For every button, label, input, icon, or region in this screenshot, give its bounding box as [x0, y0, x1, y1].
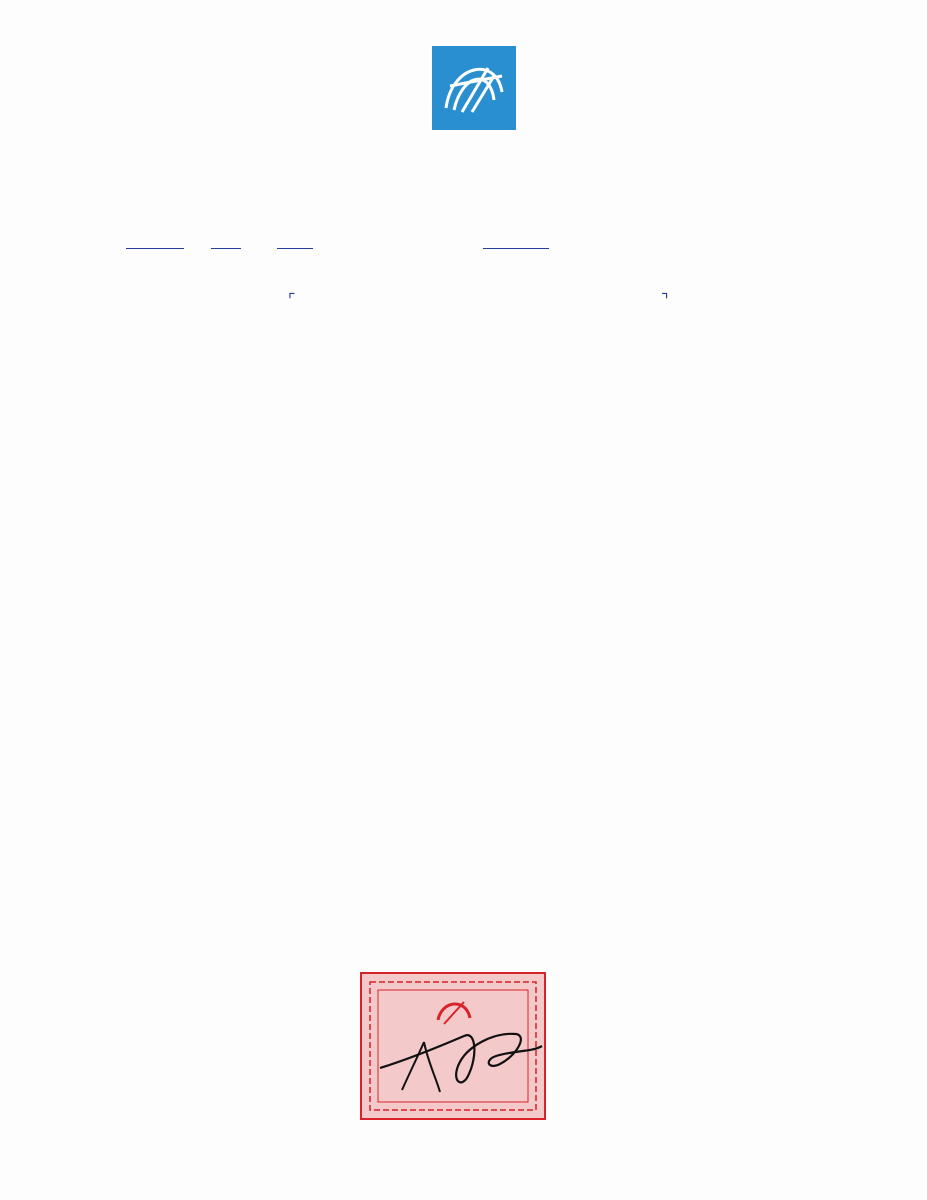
order-number-field [483, 226, 549, 249]
corner-bracket-right-icon: ⌝ [661, 292, 669, 309]
date-day-field [277, 228, 313, 249]
corner-bracket-left-icon: ⌜ [288, 292, 296, 309]
date-month-field [211, 228, 241, 249]
handwritten-signature [366, 1016, 556, 1100]
hospital-logo [432, 46, 516, 130]
date-year-field [126, 228, 184, 249]
